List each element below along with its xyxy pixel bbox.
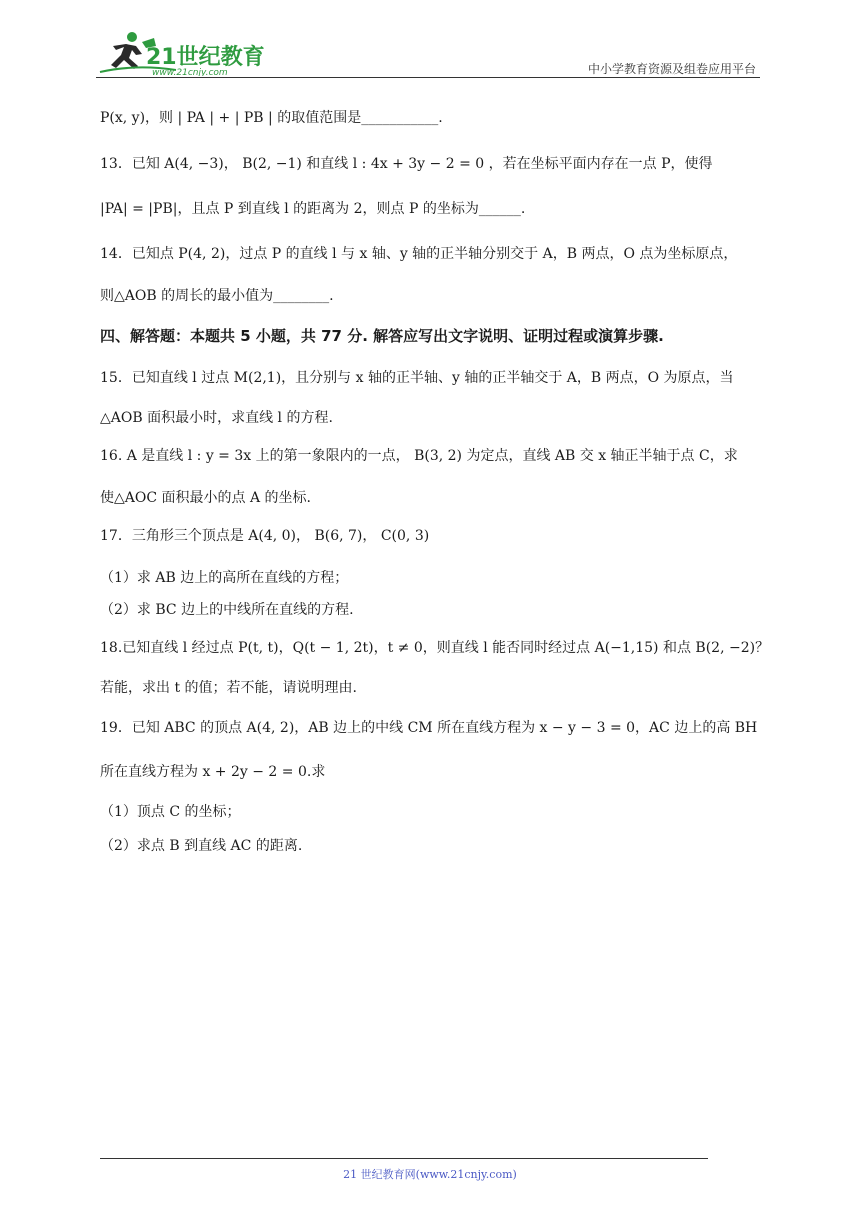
q19-part2: （2）求点 B 到直线 AC 的距离. bbox=[100, 838, 303, 854]
q13-line2: |PA| = |PB|，且点 P 到直线 l 的距离为 2，则点 P 的坐标为______. bbox=[100, 201, 526, 217]
q18-line1: 18.已知直线 l 经过点 P(t, t)，Q(t − 1, 2t)，t ≠ 0，则直线 l 能否同时经过点 A(−1,15) 和点 B(2, −2)？ bbox=[100, 640, 770, 656]
q17-part2: （2）求 BC 边上的中线所在直线的方程. bbox=[100, 602, 354, 618]
runner-logo-icon bbox=[96, 28, 266, 76]
q16-line1: 16. A 是直线 l : y = 3x 上的第一象限内的一点， B(3, 2) 为定点，直线 AB 交 x 轴正半轴于点 C，求 bbox=[100, 448, 738, 464]
q17-part1: （1）求 AB 边上的高所在直线的方程； bbox=[100, 570, 349, 586]
q16-line2: 使△AOC 面积最小的点 A 的坐标. bbox=[100, 490, 311, 506]
q15-line1: 15．已知直线 l 过点 M(2,1)，且分别与 x 轴的正半轴、y 轴的正半轴交于 A，B 两点，O 为原点，当 bbox=[100, 370, 734, 386]
q19-line2: 所在直线方程为 x + 2y − 2 = 0.求 bbox=[100, 764, 326, 780]
q14-line2: 则△AOB 的周长的最小值为________. bbox=[100, 288, 334, 304]
q13-line1: 13．已知 A(4, −3)， B(2, −1) 和直线 l : 4x + 3y − 2 = 0 ，若在坐标平面内存在一点 P，使得 bbox=[100, 156, 713, 172]
section-heading: 四、解答题：本题共 5 小题，共 77 分. 解答应写出文字说明、证明过程或演算步骤. bbox=[100, 327, 664, 345]
q12-tail: P(x, y)，则 | PA | + | PB | 的取值范围是___________. bbox=[100, 110, 443, 126]
q18-line2: 若能，求出 t 的值；若不能，请说明理由. bbox=[100, 680, 357, 696]
footer-link[interactable]: 21 世纪教育网(www.21cnjy.com) bbox=[343, 1168, 517, 1181]
logo bbox=[96, 28, 266, 76]
footer-divider bbox=[100, 1158, 708, 1159]
platform-name: 中小学教育资源及组卷应用平台 bbox=[587, 62, 756, 76]
page-header bbox=[96, 28, 760, 78]
logo-brand: 21世纪教育 bbox=[146, 45, 265, 70]
q19-part1: （1）顶点 C 的坐标； bbox=[100, 804, 241, 820]
logo-url: www.21cnjy.com bbox=[152, 68, 228, 76]
q15-line2: △AOB 面积最小时，求直线 l 的方程. bbox=[100, 410, 333, 426]
q14-line1: 14．已知点 P(4, 2)，过点 P 的直线 l 与 x 轴、y 轴的正半轴分别交于 A，B 两点，O 点为坐标原点， bbox=[100, 246, 738, 262]
q19-line1: 19．已知 ABC 的顶点 A(4, 2)，AB 边上的中线 CM 所在直线方程为 x − y − 3 = 0，AC 边上的高 BH bbox=[100, 720, 758, 736]
header-divider bbox=[96, 77, 760, 78]
q17-line1: 17．三角形三个顶点是 A(4, 0)， B(6, 7)， C(0, 3) bbox=[100, 528, 430, 544]
